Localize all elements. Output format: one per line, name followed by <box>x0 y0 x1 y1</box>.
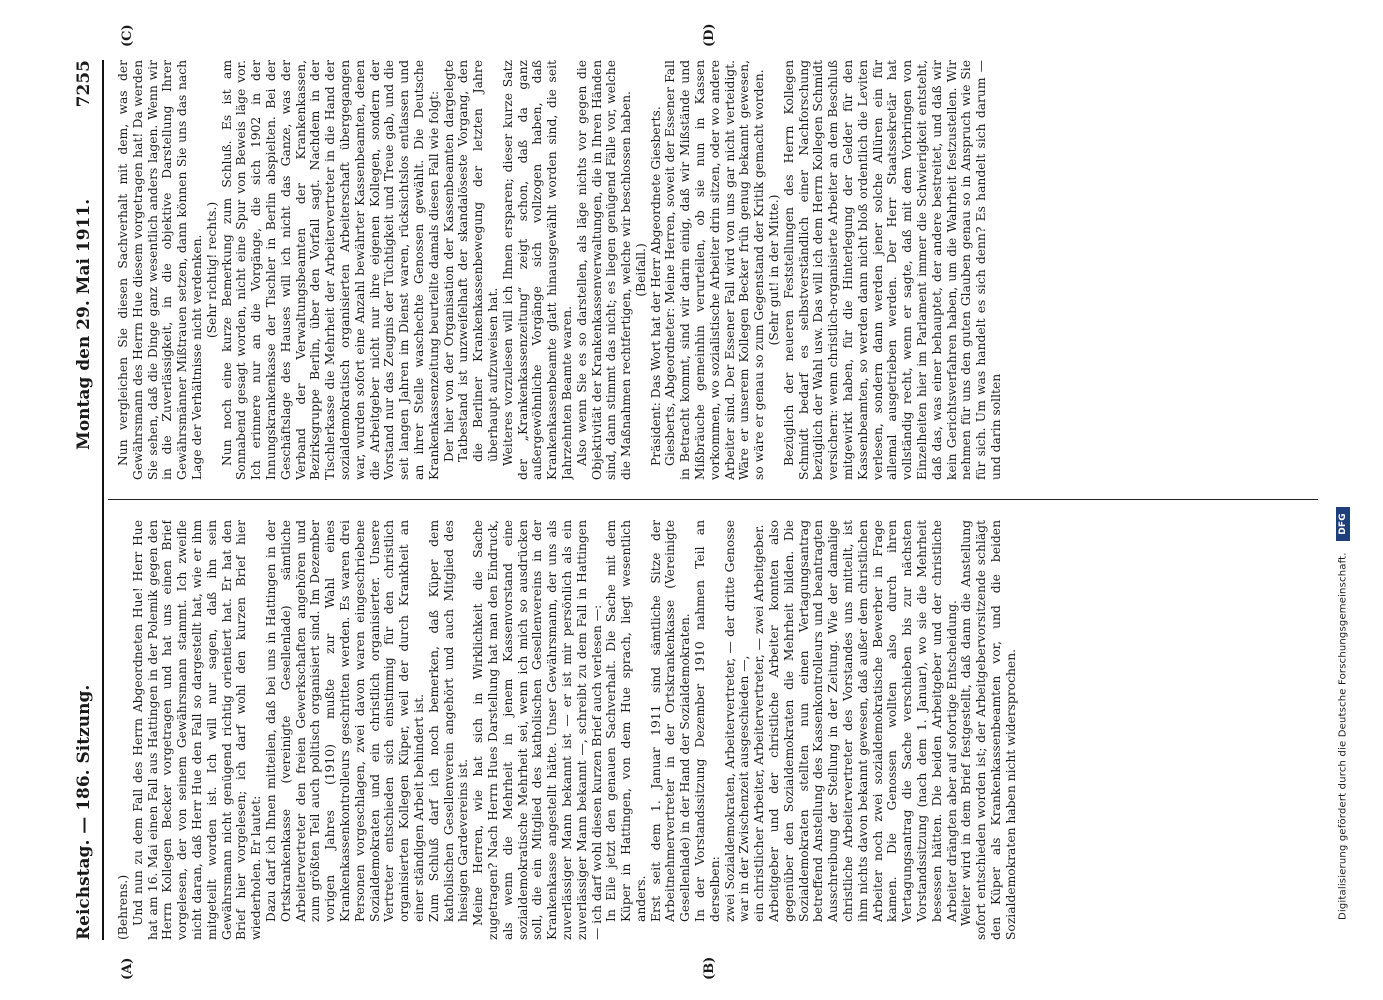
paragraph: Also wenn Sie es so darstellen, als läge nichts vor gegen die Objektivität der Krankenkassenverwaltungen, die in Ihren Händen sind, dann stimmt das nicht; es liegen genügend Fälle vor, welche die Maßnahmen rechtfertigen, welche wir beschlossen haben. <box>574 60 634 480</box>
paragraph: Nun noch eine kurze Bemerkung zum Schluß. Es ist am Sonnabend gesagt worden, nicht eine Spur von Beweis läge vor. Ich erinnere nur an die Vorgänge, die sich 1902 in der Innungskrankenkasse der Tischler in Berlin abspielten. Bei der Geschäftslage des Hauses will ich nicht das Ganze, was der Verband der Verwaltungsbeamten der Krankenkassen, Bezirksgruppe Berlin, über den Vorfall sagt. Nachdem in der Tischlerkasse die Mehrheit der Arbeitervertreter in die Hand der sozialdemokratisch organisierten Arbeiterschaft übergegangen war, wurden sofort eine Anzahl bewährter Kassenbeamten, denen die Arbeitgeber nicht nur ihre eigenen Kollegen, sondern der Vorstand nur das Zeugnis der Tüchtigkeit und Treue gab, und die seit langen Jahren im Dienst waren, rücksichtslos entlassen und an ihrer Stelle waschechte Genossen gewählt. Die Deutsche Krankenkassenzeitung beurteilte damals diesen Fall wie folgt: <box>219 60 441 480</box>
quoted-letter: In der Vorstandssitzung Dezember 1910 nahmen Teil an derselben: <box>693 520 722 922</box>
quoted-letter: Dazu darf ich Ihnen mitteilen, daß bei uns in Hattingen in der Ortskrankenkasse (vereinigte Gesellenlade) sämtliche Arbeitervertreter den freien Gewerkschaften angehören und zum größten Teil auch politisch organisiert sind. Im Dezember vorigen Jahres (1910) mußte zur Wahl eines Krankenkassenkontrolleurs geschritten werden. Es waren drei Personen vorgeschlagen, zwei davon waren eingeschriebene Sozialdemokraten und ein christlich organisierter. Unsere Vertreter entschieden sich einstimmig für den christlich organisierten Kollegen Küper, weil der durch Krankheit an einer ständigen Arbeit behindert ist. <box>263 520 426 922</box>
speaker-paragraph: Giesberts, Abgeordneter: Meine Herren, soweit der Essener Fall in Betracht kommt, sind wir darin einig, daß wir Mißstände und Mißbräuche gemeinhin verurteilen, ob sie nun in Kassen vorkommen, wo sozialistische Arbeiter drin sitzen, oder wo andere Arbeiter sind. Der Essener Fall wird von uns gar nicht verteidigt. Wäre er unserem Kollegen Becker früh genug bekannt gewesen, so wäre er genau so zum Gegenstand der Kritik gemacht worden. <box>663 60 767 480</box>
paragraph: Nun vergleichen Sie diesen Sachverhalt mit dem, was der Gewährsmann des Herrn Hue diesem vorgetragen hat! Da werden Sie sehen, daß die Dinge ganz wesentlich anders lagen. Wenn wir in die Zuverlässigkeit, in die objektive Darstellung Ihrer Gewährsmänner Mißtrauen setzen, dann können Sie uns das nach Lage der Verhältnisse nicht verdenken. <box>116 60 204 480</box>
quoted-letter: zwei Sozialdemokraten, Arbeitervertreter, — der dritte Genosse war in der Zwischenzeit ausgeschieden —, <box>722 520 752 922</box>
quoted-letter: Arbeitgeber und der christliche Arbeiter konnten also gegenüber den Sozialdemokraten die Mehrheit bilden. Die Sozialdemokraten stellten nun einen Vertagungsantrag betreffend Anstellung des Kassenkontrolleurs und beantragten Ausschreibung der Stellung in der Zeitung. Wie der damalige christliche Arbeitervertreter des Vorstandes uns mitteilt, ist ihm nichts davon bekannt gewesen, daß außer dem christlichen Arbeiter noch zwei sozialdemokratische Bewerber in Frage kamen. Die Genossen wollten also durch ihren Vertagungsantrag die Sache verschieben bis zur nächsten Vorstandssitzung (nach dem 1. Januar), wo sie die Mehrheit besessen hätten. Die beiden Arbeitgeber und der christliche Arbeiter drängten aber auf sofortige Entscheidung. <box>767 520 959 922</box>
right-text-column <box>116 60 1318 480</box>
quoted-letter: Zum Schluß darf ich noch bemerken, daß Küper dem katholischen Gesellenverein angehört und auch Mitglied des hiesigen Gardevereins ist. <box>426 520 471 922</box>
interjection: (Beifall.) <box>633 243 648 297</box>
header-rule <box>102 60 104 940</box>
credit-text: Digitalisierung gefördert durch die Deutsche Forschungsgemeinschaft. <box>1337 552 1349 920</box>
margin-mark-c: (C) <box>120 24 135 47</box>
quoted-letter: In Eile jetzt den genauen Sachverhalt. Die Sache mit dem Küper in Hattingen, von dem Hue sprach, liegt wesentlich anders. <box>604 520 648 922</box>
page-number: 7255 <box>74 60 94 108</box>
paragraph: Und nun zu dem Fall des Herrn Abgeordneten Hue! Herr Hue hat am 16. Mai einen Fall aus Hattingen in der Polemik gegen den Herrn Kollegen Becker vorgetragen und hat uns einen Brief vorgelesen, der von seinem Gewährsmann stammt. Ich zweifle nicht daran, daß Herr Hue den Fall so dargestellt hat, wie er ihm mitgeteilt worden ist. Ich will nur sagen, daß ihn sein Gewährsmann nicht genügend richtig orientiert hat. Er hat den Brief hier vorgelesen; ich darf wohl den kurzen Brief hier wiederholen. Er lautet: <box>130 520 264 940</box>
running-header-date: Montag den 29. Mai 1911. <box>74 198 94 450</box>
quoted-letter: ein christlicher Arbeiter, Arbeitervertreter, — zwei Arbeitgeber. <box>752 524 767 922</box>
quoted-letter: Erst seit dem 1. Januar 1911 sind sämtliche Sitze der Arbeitnehmervertreter in der Ortskrankenkasse (Vereinigte Gesellenlade) in der Hand der Sozialdemokraten. <box>648 520 693 922</box>
document-page <box>68 23 1318 980</box>
interjection: (Sehr richtig! rechts.) <box>204 201 219 339</box>
paragraph: Bezüglich der neueren Feststellungen des Herrn Kollegen Schmidt bedarf es selbstverständlich einer Nachforschung bezüglich der Wahl usw. Das will ich dem Herrn Kollegen Schmidt versichern: wenn christlich-organisierte Arbeiter an dem Beschluß mitgewirkt haben, für die Hinterlegung der Gelder für den Kassenbeamten, so werden dann nicht bloß ordentlich die Leviten verlesen, sondern dann werden jener solche Allüren ein für allemal ausgetrieben werden. Der Herr Staatssekretär hat vollständig recht, wenn er sagte, daß mit dem Vorbringen von Einzelheiten hier im Parlament immer die Schwierigkeit entsteht, daß das, was einer behauptet, der andere bestreitet, und daß wir kein Gerichtsverfahren haben, um die Wahrheit festzustellen. Wir nehmen für uns den guten Glauben genau so in Anspruch wie Sie für sich. Um was handelt es sich denn? Es handelt sich darum — und darin sollten <box>781 60 1004 480</box>
dfg-logo: DFG <box>1336 507 1350 541</box>
left-text-column <box>116 520 1318 940</box>
interjection: (Sehr gut! in der Mitte.) <box>767 194 782 346</box>
speaker-note: (Behrens.) <box>116 874 130 940</box>
column-divider <box>108 499 1318 500</box>
margin-mark-d: (D) <box>702 23 717 47</box>
quotation: Der hier von der Organisation der Kassenbeamten dargelegte Tatbestand ist unzweifelhaft der skandalöseste Vorgang, den die Berliner Krankenkassenbewegung der letzten Jahre überhaupt aufzuweisen hat. <box>441 60 500 462</box>
president-statement: Präsident: Das Wort hat der Herr Abgeordnete Giesberts. <box>648 106 663 466</box>
paragraph: Weiteres vorzulesen will ich Ihnen ersparen; dieser kurze Satz der „Krankenkassenzeitung“ zeigt schon, daß da ganz außergewöhnliche Vorgänge sich vollzogen haben, daß Krankenkassenbeamte glatt hinausgewählt worden sind, die seit Jahrzehnten Beamte waren. <box>500 60 574 480</box>
digitization-credit <box>1336 60 1350 920</box>
paragraph: Weiter wird in dem Brief festgestellt, daß dann die Anstellung sofort entschieden worden ist; der Arbeitgebervorsitzende schlägt den Küper als Krankenkassenbeamten vor, und die beiden Sozialdemokraten haben nicht widersprochen. <box>959 520 1018 940</box>
margin-mark-a: (A) <box>120 957 135 980</box>
margin-mark-b: (B) <box>702 956 717 980</box>
running-header-left: Reichstag. — 186. Sitzung. <box>74 684 94 940</box>
paragraph: Meine Herren, wie hat sich in Wirklichkeit die Sache zugetragen? Nach Herrn Hues Darstellung hat man den Eindruck, als wenn die Mehrheit in jenem Kassenvorstand eine sozialdemokratische Mehrheit sei, wenn ich mich so ausdrücken soll, die ein Mitglied des katholischen Gesellenvereins in der Krankenkasse angestellt hätte. Unser Gewährsmann, der uns als zuverlässiger Mann bekannt ist — er ist mir persönlich als ein zuverlässiger Mann bekannt —, schreibt zu dem Fall in Hattingen — ich darf wohl diesen kurzen Brief auch verlesen —: <box>471 520 604 940</box>
